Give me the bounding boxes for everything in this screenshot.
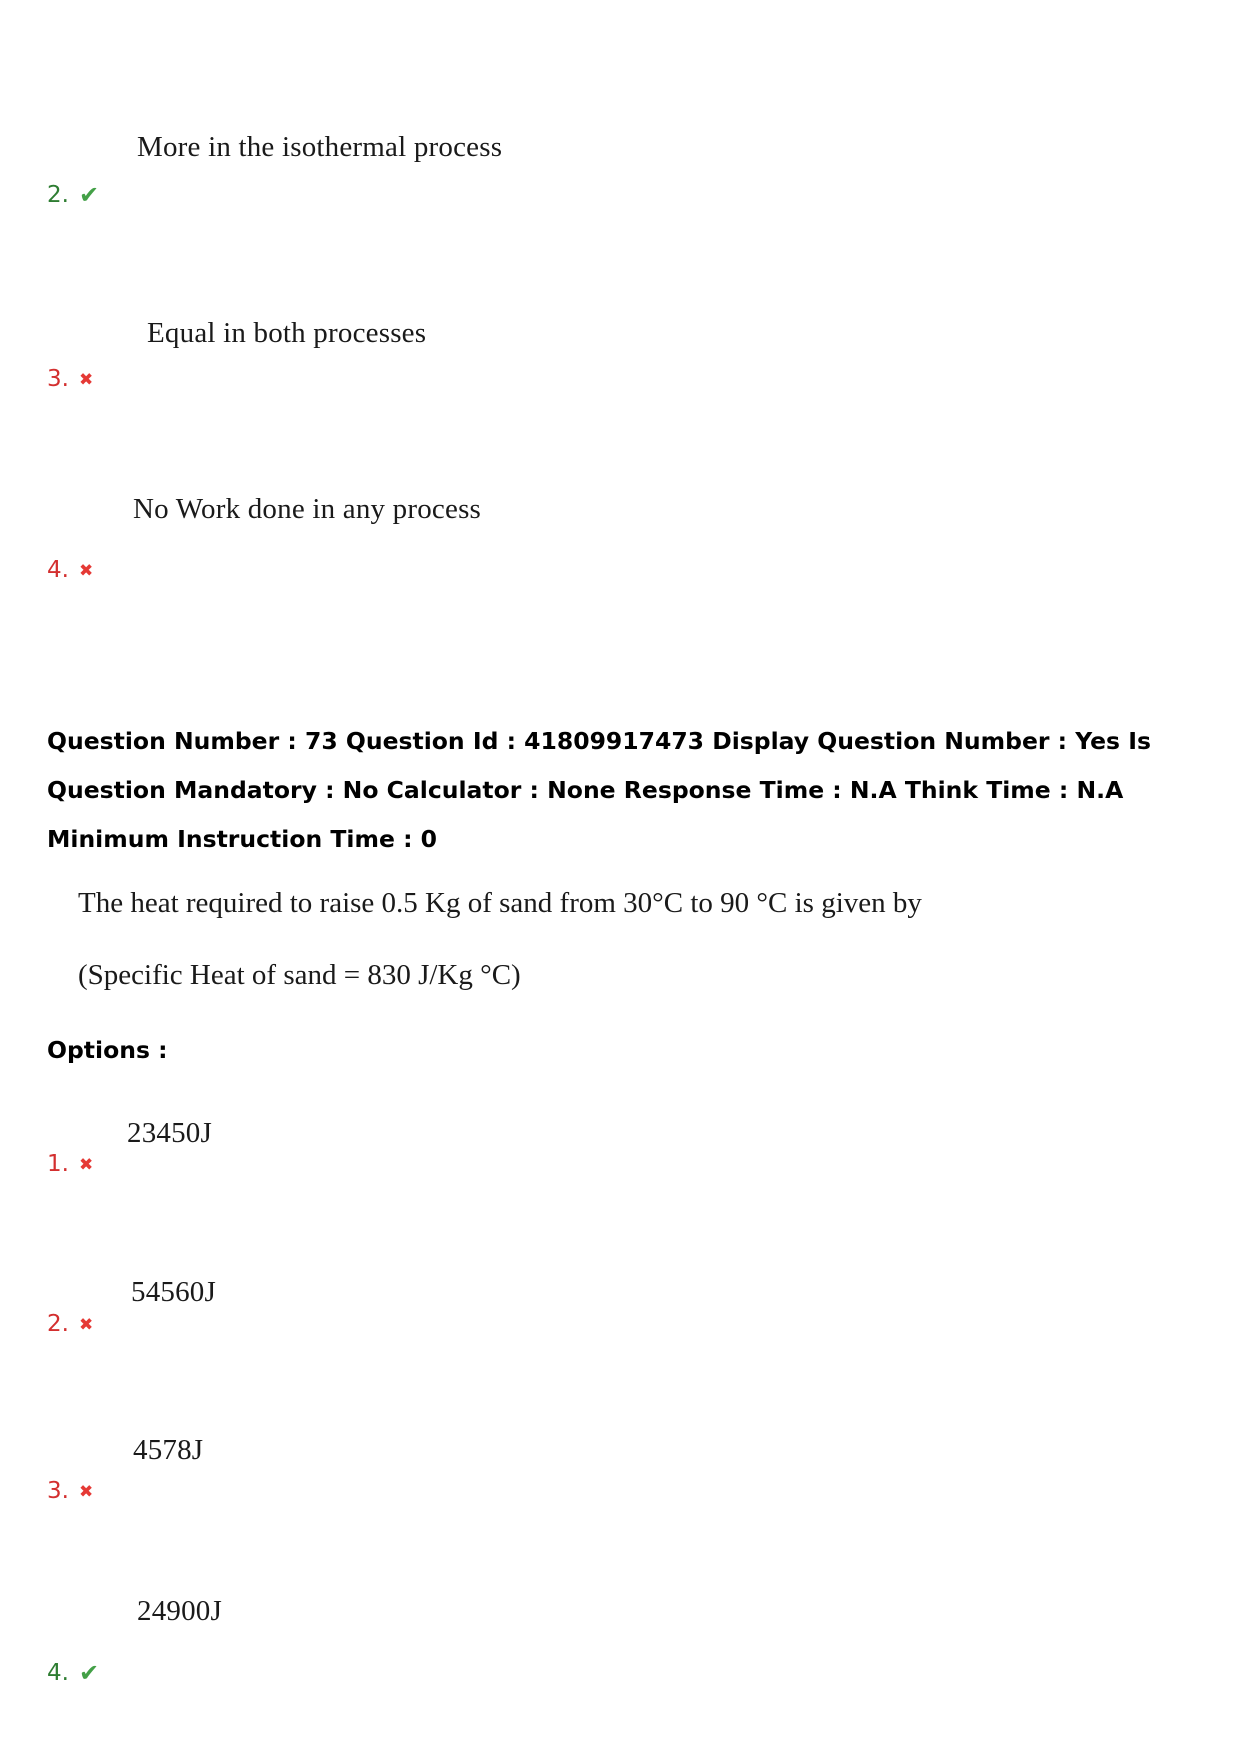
question-meta: Question Number : 73 Question Id : 41809917473 Display Question Number : Yes Is Question Mandatory : No Calculator : None Response Time : N.A Think Time : N.A Minimum Instruction Time : 0 xyxy=(47,727,1151,853)
option-number-label: 2. xyxy=(47,1311,69,1337)
option-image-text: 24900J xyxy=(137,1595,222,1627)
option-number xyxy=(47,1478,93,1504)
cross-icon: ✖ xyxy=(78,369,94,390)
option-number-label: 1. xyxy=(47,1151,69,1177)
option-number-label: 4. xyxy=(47,1660,69,1686)
option-image-text: 4578J xyxy=(133,1434,204,1466)
cross-icon: ✖ xyxy=(78,560,94,581)
options-label: Options : xyxy=(47,1036,168,1064)
option-number xyxy=(47,557,93,583)
option-number xyxy=(47,1660,99,1686)
option-number xyxy=(47,1311,93,1337)
question-text-line2: (Specific Heat of sand = 830 J/Kg °C) xyxy=(78,959,521,991)
option-image-text: Equal in both processes xyxy=(147,317,427,349)
option-number xyxy=(47,366,93,392)
option-image-text: 23450J xyxy=(127,1117,212,1149)
option-number xyxy=(47,1151,93,1177)
option-number-label: 4. xyxy=(47,557,69,583)
option-image-text: 54560J xyxy=(131,1276,216,1308)
option-number-label: 3. xyxy=(47,1478,69,1504)
cross-icon: ✖ xyxy=(78,1154,94,1175)
option-image-text: More in the isothermal process xyxy=(137,131,503,163)
option-number-label: 3. xyxy=(47,366,69,392)
option-number xyxy=(47,182,99,208)
check-icon: ✔ xyxy=(78,1659,100,1687)
cross-icon: ✖ xyxy=(78,1481,94,1502)
option-image-text: No Work done in any process xyxy=(133,493,482,525)
check-icon: ✔ xyxy=(78,181,100,209)
question-text-line1: The heat required to raise 0.5 Kg of sand from 30°C to 90 °C is given by xyxy=(78,887,922,919)
option-number-label: 2. xyxy=(47,182,69,208)
cross-icon: ✖ xyxy=(78,1314,94,1335)
